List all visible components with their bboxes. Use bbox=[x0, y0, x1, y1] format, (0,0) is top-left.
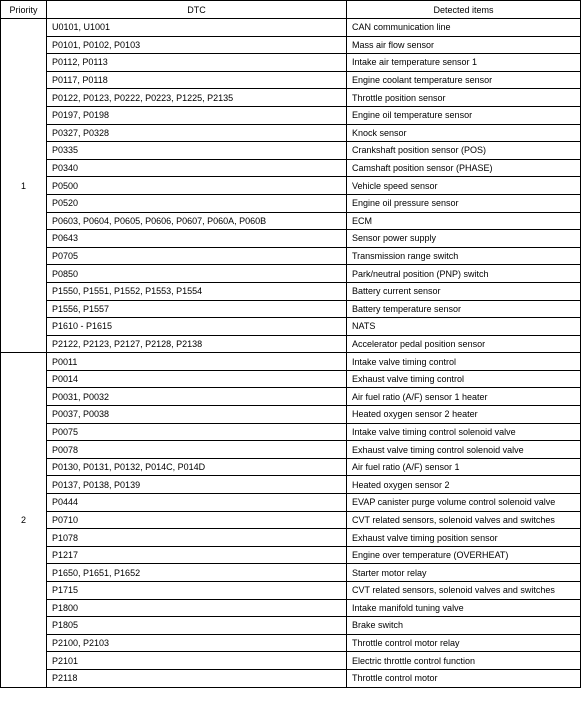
header-row bbox=[1, 1, 581, 19]
dtc-cell: P1715 bbox=[47, 582, 347, 600]
table-row bbox=[1, 652, 581, 670]
dtc-cell: P0520 bbox=[47, 194, 347, 212]
dtc-cell: P0112, P0113 bbox=[47, 54, 347, 72]
dtc-cell: P0011 bbox=[47, 353, 347, 371]
detected-item-cell: Brake switch bbox=[347, 617, 581, 635]
table-row bbox=[1, 54, 581, 72]
detected-item-cell: Heated oxygen sensor 2 bbox=[347, 476, 581, 494]
table-row bbox=[1, 318, 581, 336]
dtc-cell: P0340 bbox=[47, 159, 347, 177]
table-row bbox=[1, 212, 581, 230]
detected-item-cell: Intake air temperature sensor 1 bbox=[347, 54, 581, 72]
table-row bbox=[1, 124, 581, 142]
header-detected-items: Detected items bbox=[347, 1, 581, 19]
detected-item-cell: Air fuel ratio (A/F) sensor 1 heater bbox=[347, 388, 581, 406]
header-dtc: DTC bbox=[47, 1, 347, 19]
detected-item-cell: Engine oil pressure sensor bbox=[347, 194, 581, 212]
dtc-cell: P0078 bbox=[47, 441, 347, 459]
table-row bbox=[1, 282, 581, 300]
detected-item-cell: Sensor power supply bbox=[347, 230, 581, 248]
dtc-cell: P2118 bbox=[47, 669, 347, 687]
dtc-cell: P0603, P0604, P0605, P0606, P0607, P060A, P060B bbox=[47, 212, 347, 230]
table-row bbox=[1, 599, 581, 617]
dtc-cell: P0130, P0131, P0132, P014C, P014D bbox=[47, 458, 347, 476]
dtc-cell: P1217 bbox=[47, 546, 347, 564]
dtc-cell: P1805 bbox=[47, 617, 347, 635]
table-row bbox=[1, 582, 581, 600]
table-row bbox=[1, 617, 581, 635]
table-row bbox=[1, 106, 581, 124]
dtc-cell: P0335 bbox=[47, 142, 347, 160]
dtc-cell: P2100, P2103 bbox=[47, 634, 347, 652]
detected-item-cell: Intake valve timing control bbox=[347, 353, 581, 371]
table-row bbox=[1, 406, 581, 424]
table-row bbox=[1, 265, 581, 283]
dtc-cell: P2101 bbox=[47, 652, 347, 670]
dtc-cell: P0122, P0123, P0222, P0223, P1225, P2135 bbox=[47, 89, 347, 107]
detected-item-cell: Battery temperature sensor bbox=[347, 300, 581, 318]
dtc-cell: P0031, P0032 bbox=[47, 388, 347, 406]
table-row bbox=[1, 529, 581, 547]
header-priority: Priority bbox=[1, 1, 47, 19]
detected-item-cell: Intake valve timing control solenoid valve bbox=[347, 423, 581, 441]
dtc-cell: P2122, P2123, P2127, P2128, P2138 bbox=[47, 335, 347, 353]
detected-item-cell: Throttle position sensor bbox=[347, 89, 581, 107]
detected-item-cell: Exhaust valve timing control bbox=[347, 370, 581, 388]
table-row bbox=[1, 335, 581, 353]
table-row bbox=[1, 441, 581, 459]
detected-item-cell: Heated oxygen sensor 2 heater bbox=[347, 406, 581, 424]
dtc-cell: P0444 bbox=[47, 494, 347, 512]
table-row bbox=[1, 247, 581, 265]
table-row bbox=[1, 194, 581, 212]
table-row bbox=[1, 300, 581, 318]
table-row bbox=[1, 423, 581, 441]
dtc-cell: P0197, P0198 bbox=[47, 106, 347, 124]
detected-item-cell: EVAP canister purge volume control solenoid valve bbox=[347, 494, 581, 512]
dtc-cell: P0850 bbox=[47, 265, 347, 283]
detected-item-cell: Throttle control motor relay bbox=[347, 634, 581, 652]
dtc-cell: P1800 bbox=[47, 599, 347, 617]
detected-item-cell: Park/neutral position (PNP) switch bbox=[347, 265, 581, 283]
table-row bbox=[1, 159, 581, 177]
detected-item-cell: NATS bbox=[347, 318, 581, 336]
detected-item-cell: Intake manifold tuning valve bbox=[347, 599, 581, 617]
detected-item-cell: CVT related sensors, solenoid valves and switches bbox=[347, 511, 581, 529]
dtc-cell: U0101, U1001 bbox=[47, 19, 347, 37]
dtc-cell: P1550, P1551, P1552, P1553, P1554 bbox=[47, 282, 347, 300]
table-row bbox=[1, 476, 581, 494]
dtc-cell: P0705 bbox=[47, 247, 347, 265]
dtc-cell: P0500 bbox=[47, 177, 347, 195]
detected-item-cell: Starter motor relay bbox=[347, 564, 581, 582]
dtc-cell: P0137, P0138, P0139 bbox=[47, 476, 347, 494]
dtc-cell: P0037, P0038 bbox=[47, 406, 347, 424]
detected-item-cell: Engine coolant temperature sensor bbox=[347, 71, 581, 89]
detected-item-cell: Air fuel ratio (A/F) sensor 1 bbox=[347, 458, 581, 476]
dtc-cell: P1650, P1651, P1652 bbox=[47, 564, 347, 582]
detected-item-cell: Battery current sensor bbox=[347, 282, 581, 300]
detected-item-cell: Throttle control motor bbox=[347, 669, 581, 687]
dtc-cell: P1610 - P1615 bbox=[47, 318, 347, 336]
table-row bbox=[1, 388, 581, 406]
detected-item-cell: Vehicle speed sensor bbox=[347, 177, 581, 195]
table-row bbox=[1, 546, 581, 564]
table-row bbox=[1, 19, 581, 37]
priority-cell: 1 bbox=[1, 19, 47, 353]
table-row bbox=[1, 634, 581, 652]
table-row bbox=[1, 142, 581, 160]
priority-cell: 2 bbox=[1, 353, 47, 687]
table-body bbox=[1, 19, 581, 688]
table-row bbox=[1, 353, 581, 371]
dtc-cell: P0710 bbox=[47, 511, 347, 529]
table-row bbox=[1, 71, 581, 89]
table-row bbox=[1, 511, 581, 529]
detected-item-cell: Knock sensor bbox=[347, 124, 581, 142]
detected-item-cell: ECM bbox=[347, 212, 581, 230]
detected-item-cell: Exhaust valve timing control solenoid valve bbox=[347, 441, 581, 459]
dtc-cell: P1556, P1557 bbox=[47, 300, 347, 318]
detected-item-cell: Electric throttle control function bbox=[347, 652, 581, 670]
detected-item-cell: Transmission range switch bbox=[347, 247, 581, 265]
dtc-cell: P0075 bbox=[47, 423, 347, 441]
detected-item-cell: Mass air flow sensor bbox=[347, 36, 581, 54]
dtc-cell: P1078 bbox=[47, 529, 347, 547]
table-row bbox=[1, 177, 581, 195]
dtc-cell: P0643 bbox=[47, 230, 347, 248]
table-row bbox=[1, 458, 581, 476]
table-row bbox=[1, 370, 581, 388]
table-row bbox=[1, 494, 581, 512]
table-row bbox=[1, 89, 581, 107]
table-row bbox=[1, 230, 581, 248]
dtc-cell: P0014 bbox=[47, 370, 347, 388]
detected-item-cell: Crankshaft position sensor (POS) bbox=[347, 142, 581, 160]
table-row bbox=[1, 564, 581, 582]
detected-item-cell: Accelerator pedal position sensor bbox=[347, 335, 581, 353]
detected-item-cell: Camshaft position sensor (PHASE) bbox=[347, 159, 581, 177]
dtc-cell: P0117, P0118 bbox=[47, 71, 347, 89]
table-row bbox=[1, 36, 581, 54]
detected-item-cell: Exhaust valve timing position sensor bbox=[347, 529, 581, 547]
detected-item-cell: Engine over temperature (OVERHEAT) bbox=[347, 546, 581, 564]
detected-item-cell: CAN communication line bbox=[347, 19, 581, 37]
detected-item-cell: CVT related sensors, solenoid valves and switches bbox=[347, 582, 581, 600]
table-row bbox=[1, 669, 581, 687]
dtc-cell: P0101, P0102, P0103 bbox=[47, 36, 347, 54]
dtc-cell: P0327, P0328 bbox=[47, 124, 347, 142]
detected-item-cell: Engine oil temperature sensor bbox=[347, 106, 581, 124]
